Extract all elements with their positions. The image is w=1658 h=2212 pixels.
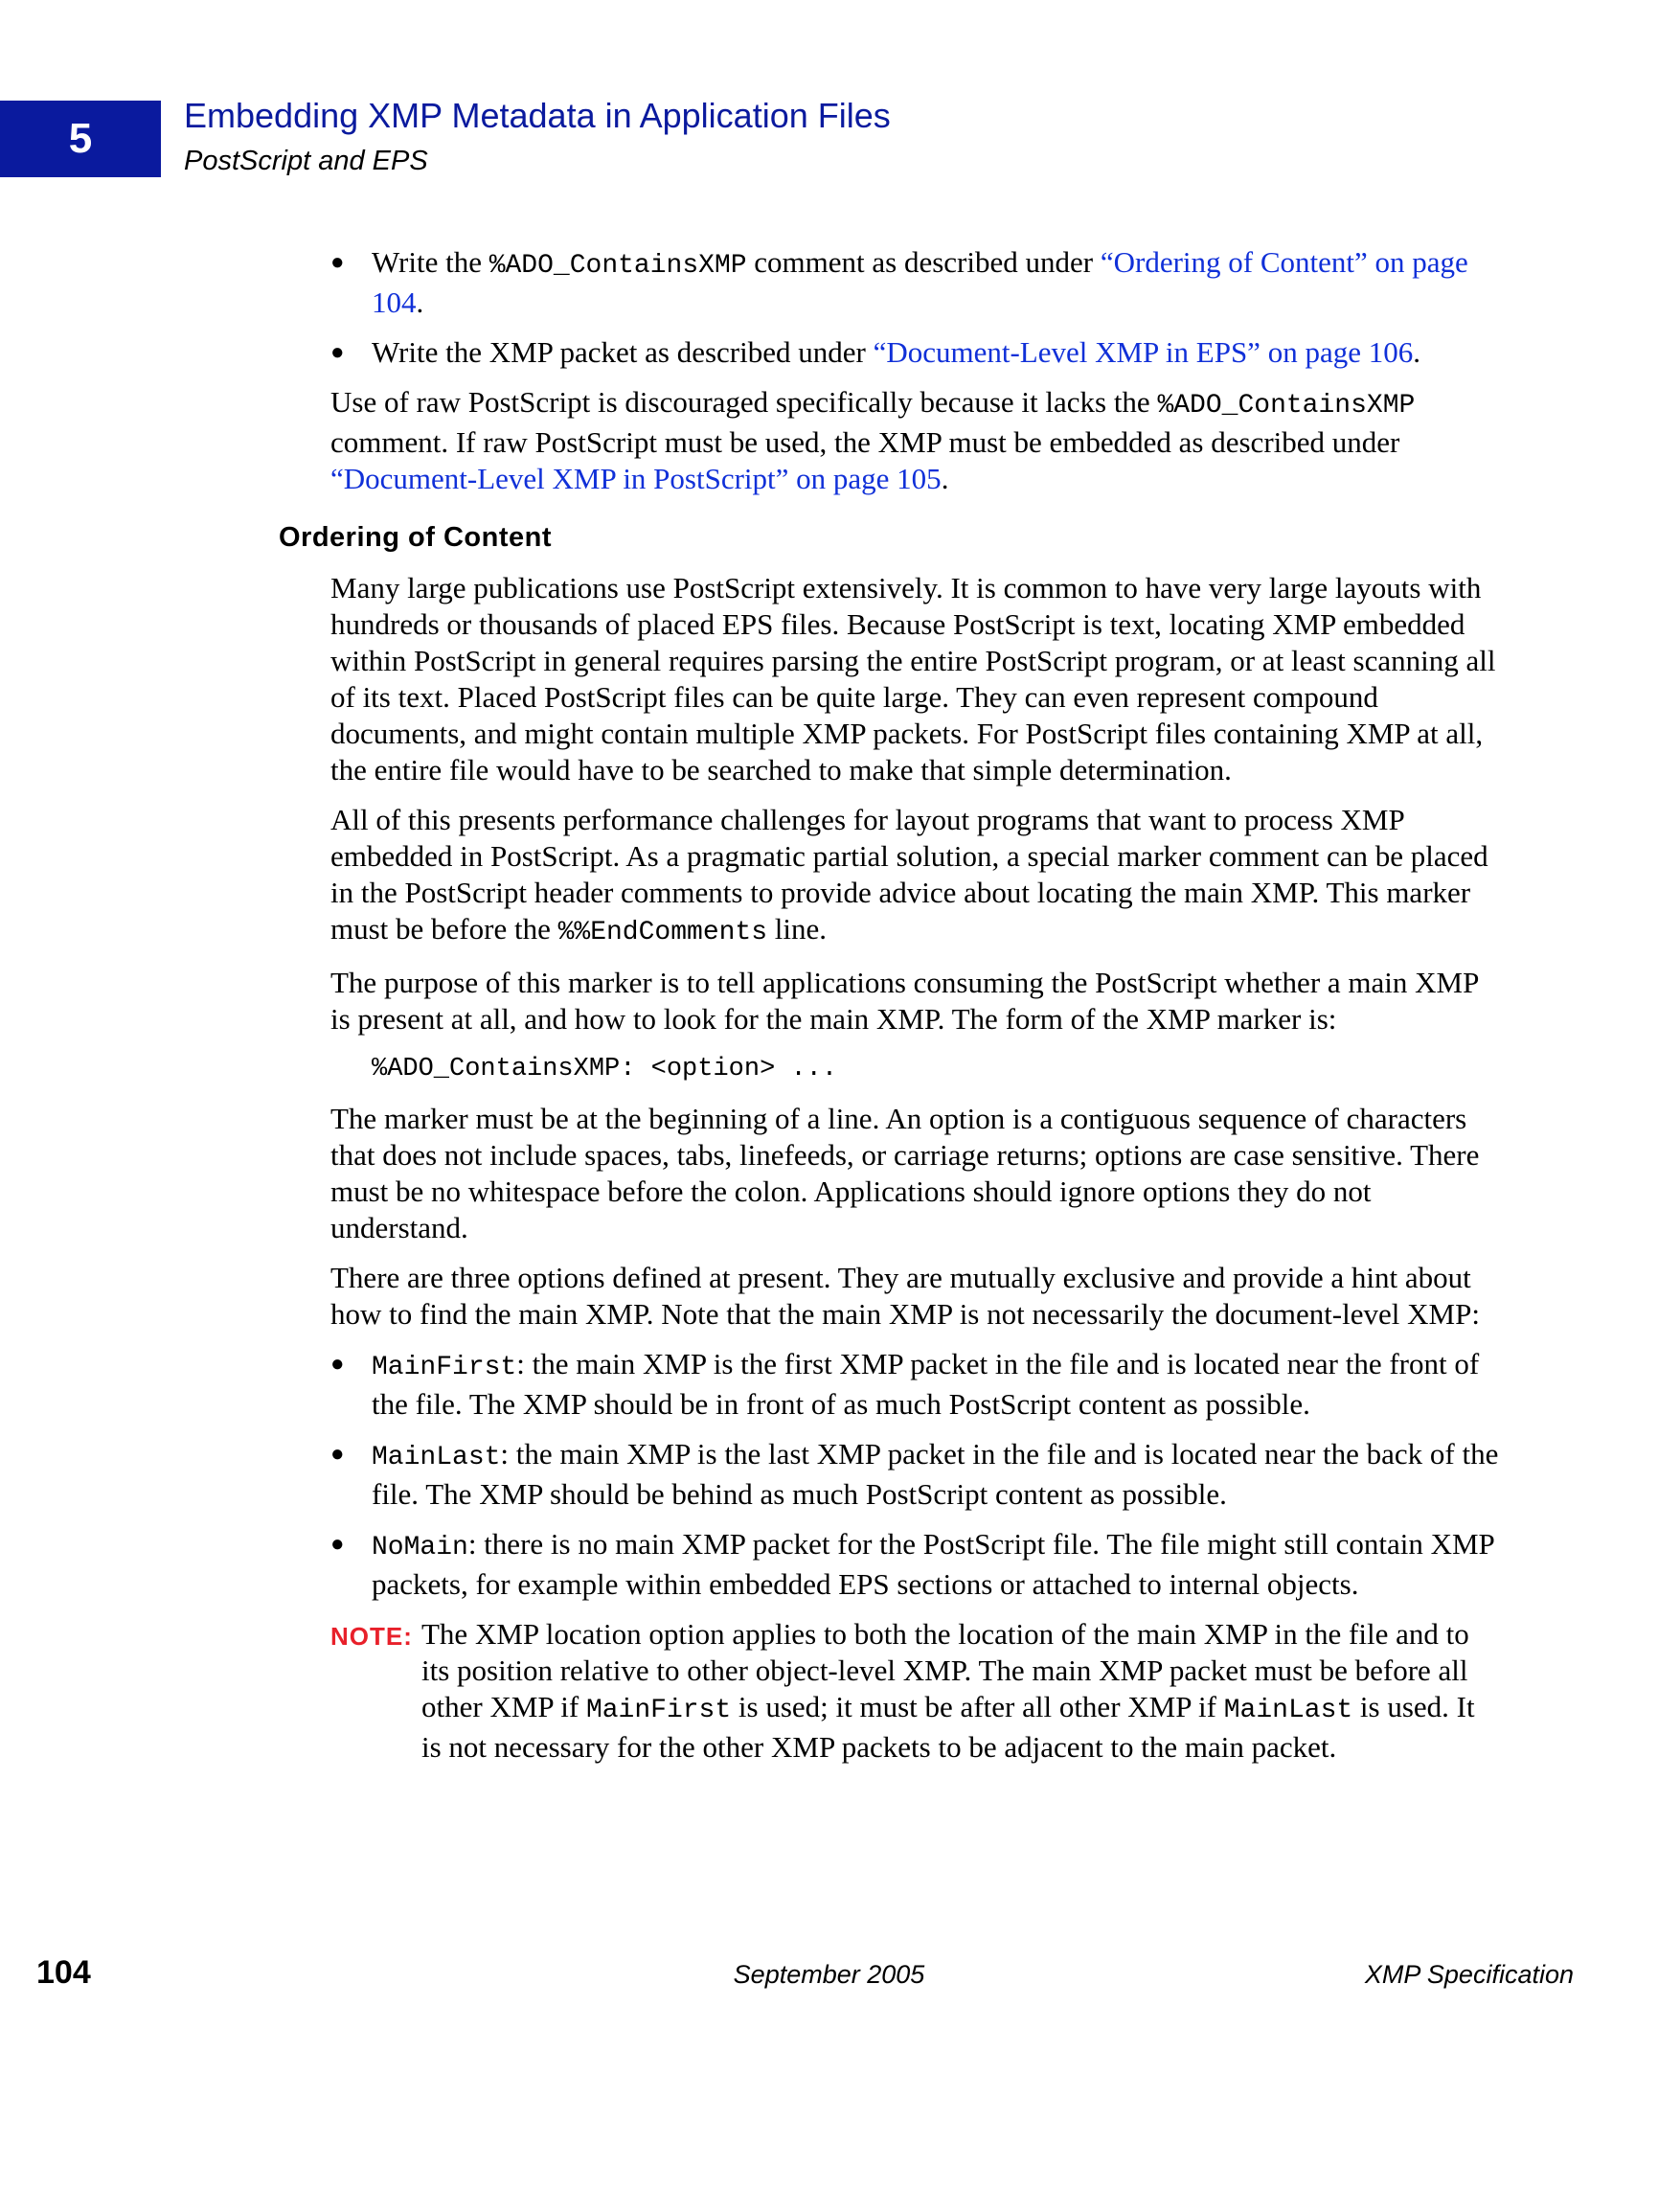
cross-reference-link[interactable]: “Document-Level XMP in PostScript” on page 105 xyxy=(330,462,942,495)
options-list xyxy=(330,1346,1499,1603)
section-heading: Ordering of Content xyxy=(279,522,552,553)
bullet-icon: ● xyxy=(330,340,345,365)
bullet-icon: ● xyxy=(330,1352,345,1377)
inline-code: %ADO_ContainsXMP xyxy=(488,251,747,281)
cross-reference-link[interactable]: “Document-Level XMP in EPS” on page 106 xyxy=(873,335,1414,369)
cross-reference-link[interactable]: “Ordering of Content” on page 104 xyxy=(372,245,1468,319)
note-label: NOTE: xyxy=(330,1622,413,1651)
list-item: ● Write the XMP packet as described under “Document-Level XMP in EPS” on page 106. xyxy=(330,335,1420,369)
paragraph-raw-postscript: Use of raw PostScript is discouraged specifically because it lacks the %ADO_ContainsXMP comment. If raw PostScript must be used, the XMP must be embedded as described under “Document-Level XMP in PostScript” on page 105. xyxy=(330,385,1416,495)
paragraph: All of this presents performance challenges for layout programs that want to process XMP embedded in PostScript. As a pragmatic partial solution, a special marker comment can be placed in the PostScript header comments to provide advice about locating the main XMP. This marker must be before the %%EndComments line. xyxy=(330,803,1488,947)
footer-date: September 2005 xyxy=(733,1960,925,1989)
list-item: ● MainFirst: the main XMP is the first XMP packet in the file and is located near the front of the file. The XMP should be in front of as much PostScript content as possible. xyxy=(330,1347,1480,1421)
inline-code: MainLast xyxy=(1223,1696,1353,1725)
section-subtitle: PostScript and EPS xyxy=(184,146,428,176)
top-bullet-list xyxy=(330,244,1499,371)
inline-code: MainFirst xyxy=(372,1353,517,1382)
note-block: NOTE: The XMP location option applies to both the location of the main XMP in the file and to its position relative to other object-level XMP. The main XMP packet must be before all other XMP if MainFirst is used; it must be after all other XMP if MainLast is used. It is not necessary for the other XMP packets to be adjacent to the main packet. xyxy=(330,1617,1475,1764)
footer-doc-title: XMP Specification xyxy=(1364,1960,1574,1989)
page-number: 104 xyxy=(36,1954,91,1991)
paragraph: The marker must be at the beginning of a line. An option is a contiguous sequence of characters that does not include spaces, tabs, linefeeds, or carriage returns; options are case sensitive. There must be no whitespace before the colon. Applications should ignore options they do not understand. xyxy=(330,1102,1480,1244)
paragraph: The purpose of this marker is to tell applications consuming the PostScript whether a main XMP is present at all, and how to look for the main XMP. The form of the XMP marker is: xyxy=(330,966,1479,1036)
chapter-title: Embedding XMP Metadata in Application Files xyxy=(184,96,891,135)
inline-code: MainLast xyxy=(372,1443,501,1472)
list-item: ● NoMain: there is no main XMP packet for the PostScript file. The file might still contain XMP packets, for example within embedded EPS sections or attached to internal objects. xyxy=(330,1527,1494,1601)
code-example: %ADO_ContainsXMP: <option> ... xyxy=(372,1055,838,1083)
bullet-icon: ● xyxy=(330,1532,345,1557)
list-item: ● MainLast: the main XMP is the last XMP packet in the file and is located near the back of the file. The XMP should be behind as much PostScript content as possible. xyxy=(330,1437,1499,1511)
list-item: ● Write the %ADO_ContainsXMP comment as described under “Ordering of Content” on page 104. xyxy=(330,245,1468,319)
chapter-number-tab: 5 xyxy=(0,101,161,177)
bullet-icon: ● xyxy=(330,1442,345,1467)
inline-code: NoMain xyxy=(372,1533,468,1562)
paragraph: There are three options defined at present. They are mutually exclusive and provide a hint about how to find the main XMP. Note that the main XMP is not necessarily the document-level XMP: xyxy=(330,1261,1480,1331)
paragraph: Many large publications use PostScript extensively. It is common to have very large layouts with hundreds or thousands of placed EPS files. Because PostScript is text, locating XMP embedded within PostScript in general requires parsing the entire PostScript program, or at least scanning all of its text. Placed PostScript files can be quite large. They can even represent compound documents, and might contain multiple XMP packets. For PostScript files containing XMP at all, the entire file would have to be searched to make that simple determination. xyxy=(330,571,1496,787)
inline-code: %ADO_ContainsXMP xyxy=(1157,391,1416,421)
bullet-icon: ● xyxy=(330,250,345,275)
page-content xyxy=(279,244,1499,1766)
inline-code: MainFirst xyxy=(585,1696,732,1725)
inline-code: %%EndComments xyxy=(557,918,768,947)
